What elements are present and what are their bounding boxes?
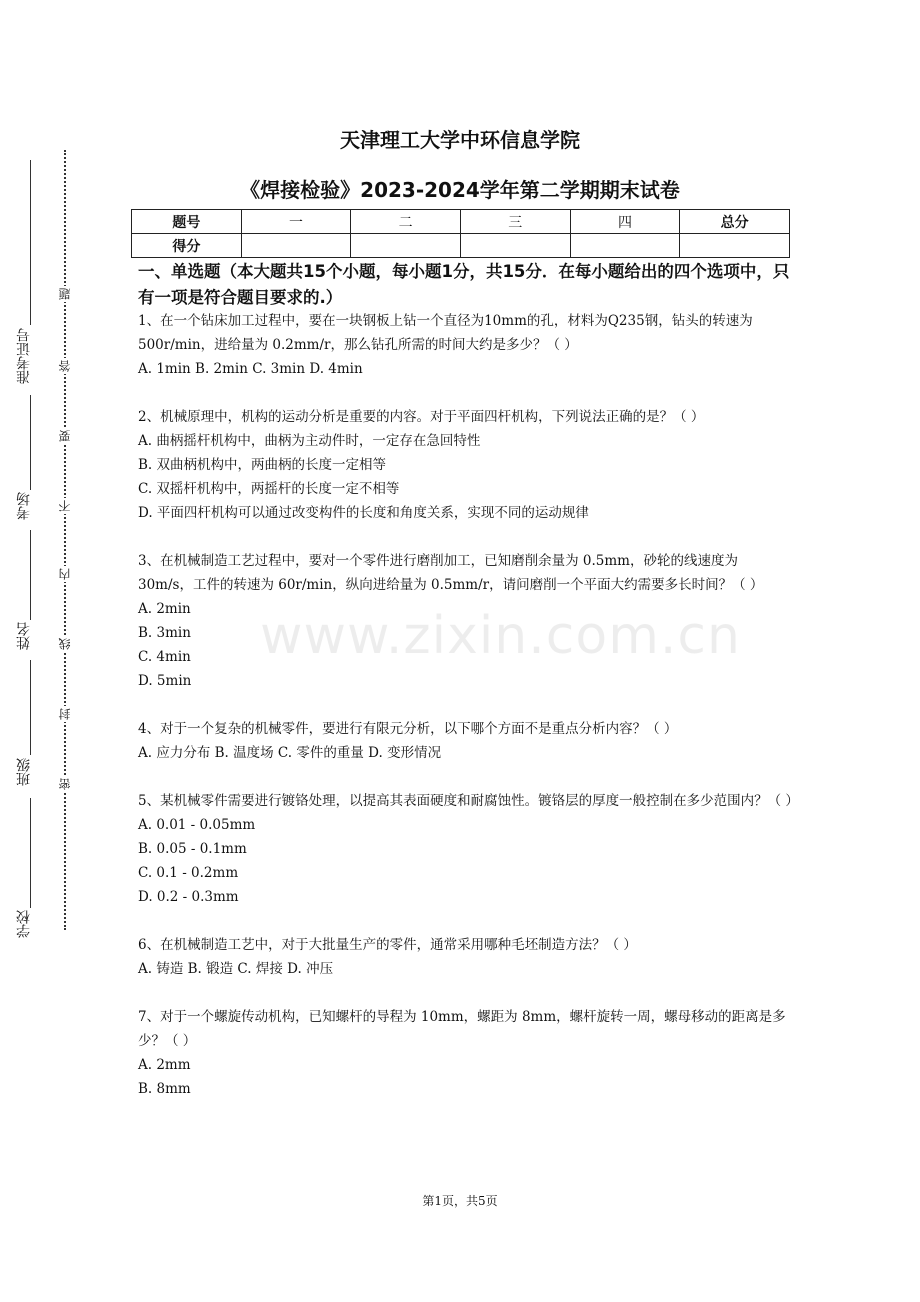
question-option: D. 0.2 - 0.3mm (138, 889, 239, 905)
seal-word: 封 (58, 708, 72, 720)
question-item (138, 789, 799, 909)
seal-word: 要 (58, 430, 72, 442)
section-heading: 一、单选题（本大题共15个小题，每小题1分，共15分．在每小题给出的四个选项中，只有一项是符合题目要求的.） (138, 262, 790, 307)
score-cell: 二 (351, 210, 461, 234)
question-option: A. 0.01 - 0.05mm (138, 817, 256, 833)
seal-word: 内 (58, 568, 72, 580)
question-option: C. 0.1 - 0.2mm (138, 865, 239, 881)
exam-room-label: 考场 (16, 492, 32, 520)
question-stem: 4、对于一个复杂的机械零件，要进行有限元分析，以下哪个方面不是重点分析内容？（ ） (138, 721, 678, 737)
question-stem: 2、机械原理中，机构的运动分析是重要的内容。对于平面四杆机构，下列说法正确的是？（ ） (138, 409, 705, 425)
question-option: C. 双摇杆机构中，两摇杆的长度一定不相等 (138, 481, 400, 497)
question-options: A. 应力分布 B. 温度场 C. 零件的重量 D. 变形情况 (138, 745, 442, 761)
score-cell: 题号 (132, 210, 242, 234)
question-option: D. 5min (138, 673, 192, 689)
score-blank-cell (570, 234, 680, 258)
score-table (131, 209, 790, 258)
exam-title: 《焊接检验》2023-2024学年第二学期期末试卷 (240, 178, 680, 202)
field-line-school (30, 798, 31, 908)
score-blank-cell (241, 234, 351, 258)
question-option: D. 平面四杆机构可以通过改变构件的长度和角度关系，实现不同的运动规律 (138, 505, 589, 521)
question-option: B. 0.05 - 0.1mm (138, 841, 247, 857)
question-option: A. 曲柄摇杆机构中，曲柄为主动件时，一定存在急回特性 (138, 433, 481, 449)
question-option: A. 2mm (138, 1057, 191, 1073)
question-option: B. 8mm (138, 1081, 191, 1097)
score-cell: 四 (570, 210, 680, 234)
question-stem: 3、在机械制造工艺过程中，要对一个零件进行磨削加工，已知磨削余量为 0.5mm，砂轮的线速度为 30m/s，工件的转速为 60r/min，纵向进给量为 0.5mm/r，请问磨削一个平面大约需要多长时间？（ ） (138, 553, 764, 593)
score-blank-cell (351, 234, 461, 258)
score-cell: 总分 (680, 210, 790, 234)
question-option: A. 2min (138, 601, 191, 617)
seal-word: 题 (58, 288, 72, 300)
field-line-exam-room (30, 395, 31, 490)
seal-dotted-line (64, 150, 66, 930)
question-option: C. 4min (138, 649, 191, 665)
question-item (138, 717, 794, 765)
seal-word: 密 (58, 778, 72, 790)
question-item (138, 1005, 794, 1101)
page-footer: 第1页，共5页 (422, 1194, 498, 1208)
score-cell: 一 (241, 210, 351, 234)
score-table-score-row (132, 234, 790, 258)
exam-number-label: 准考证号 (16, 328, 32, 384)
score-table-header-row (132, 210, 790, 234)
seal-word: 线 (58, 638, 72, 650)
name-label: 姓名 (16, 622, 32, 650)
question-options: A. 铸造 B. 锻造 C. 焊接 D. 冲压 (138, 961, 334, 977)
question-option: B. 3min (138, 625, 191, 641)
seal-word: 不 (58, 500, 72, 512)
question-stem: 5、某机械零件需要进行镀铬处理，以提高其表面硬度和耐腐蚀性。镀铬层的厚度一般控制在多少范围内？（ ） (138, 793, 799, 809)
seal-word: 答 (58, 360, 72, 372)
question-item (138, 309, 794, 381)
question-list (138, 309, 799, 1125)
question-item (138, 405, 794, 525)
question-options: A. 1min B. 2min C. 3min D. 4min (138, 361, 363, 377)
question-item (138, 549, 794, 693)
field-line-class (30, 660, 31, 755)
score-blank-cell (460, 234, 570, 258)
question-stem: 6、在机械制造工艺中，对于大批量生产的零件，通常采用哪种毛坯制造方法？（ ） (138, 937, 637, 953)
score-cell: 三 (460, 210, 570, 234)
field-line-name (30, 530, 31, 620)
question-stem: 7、对于一个螺旋传动机构，已知螺杆的导程为 10mm，螺距为 8mm，螺杆旋转一周，螺母移动的距离是多少？（ ） (138, 1009, 786, 1049)
question-item (138, 933, 794, 981)
school-label: 学校 (16, 910, 32, 938)
question-option: B. 双曲柄机构中，两曲柄的长度一定相等 (138, 457, 387, 473)
school-name: 天津理工大学中环信息学院 (340, 128, 580, 152)
question-stem: 1、在一个钻床加工过程中，要在一块钢板上钻一个直径为10mm的孔，材料为Q235钢，钻头的转速为 500r/min，进给量为 0.2mm/r，那么钻孔所需的时间大约是多少？（ ） (138, 313, 753, 353)
class-label: 班级 (16, 758, 32, 786)
score-cell: 得分 (132, 234, 242, 258)
watermark: www.zixin.com.cn (260, 606, 741, 666)
score-blank-cell (680, 234, 790, 258)
